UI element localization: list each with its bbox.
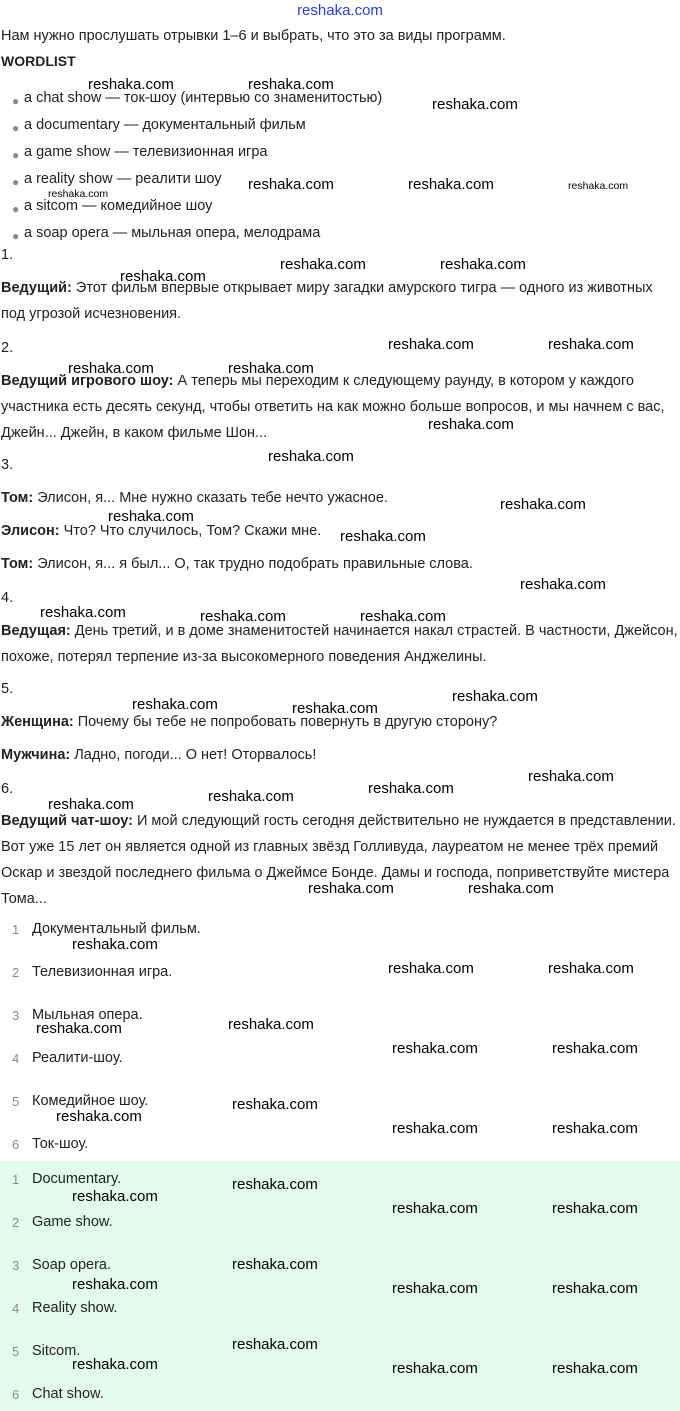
site-link[interactable]: reshaka.com: [297, 2, 383, 19]
speech-text: Почему бы тебе не попробовать повернуть в другую сторону?: [73, 714, 498, 730]
answer-number: 2: [12, 965, 20, 980]
watermark: reshaka.com: [72, 1356, 158, 1373]
wordlist-item: a game show — телевизионная игра: [24, 144, 268, 160]
watermark: reshaka.com: [388, 960, 474, 977]
speech-text: Что? Что случилось, Том? Скажи мне.: [59, 523, 322, 539]
watermark: reshaka.com: [388, 336, 474, 353]
wordlist-item: a chat show — ток-шоу (интервью со знаменитостью): [24, 90, 383, 106]
bullet-icon: ●: [12, 229, 20, 243]
transcript-number: 4.: [1, 590, 14, 606]
bullet-icon: ●: [12, 175, 20, 189]
speech-text: Элисон, я... я был... О, так трудно подобрать правильные слова.: [33, 556, 473, 572]
wordlist-item: a sitcom — комедийное шоу: [24, 198, 213, 214]
watermark: reshaka.com: [440, 256, 526, 273]
watermark: reshaka.com: [528, 768, 614, 785]
speaker-label: Ведущий:: [1, 280, 72, 296]
watermark: reshaka.com: [132, 696, 218, 713]
bullet-icon: ●: [12, 94, 20, 108]
watermark: reshaka.com: [428, 416, 514, 433]
wordlist-title: WORDLIST: [1, 53, 76, 69]
wordlist-item: a documentary — документальный фильм: [24, 117, 306, 133]
watermark: reshaka.com: [548, 960, 634, 977]
watermark: reshaka.com: [228, 1016, 314, 1033]
watermark: reshaka.com: [552, 1120, 638, 1137]
answer-option: Documentary.: [32, 1171, 122, 1187]
transcript-line: [1, 742, 679, 768]
speaker-label: Элисон:: [1, 523, 60, 539]
watermark: reshaka.com: [68, 360, 154, 377]
speech-text: Этот фильм впервые открывает миру загадки амурского тигра — одного из животных под угрозой исчезновения.: [1, 280, 653, 322]
speech-text: А теперь мы переходим к следующему раунду, в котором у каждого участника есть десять секунд, чтобы ответить на как можно больше вопросов, и мы начнем с вас, Джейн... Джейн, в каком фильме Шон...: [1, 373, 665, 441]
answer-option: Game show.: [32, 1214, 113, 1230]
watermark: reshaka.com: [360, 608, 446, 625]
speech-text: Ладно, погоди... О нет! Оторвалось!: [70, 747, 317, 763]
transcript-number: 1.: [1, 247, 14, 263]
answer-option: Телевизионная игра.: [32, 964, 173, 980]
bullet-icon: ●: [12, 148, 20, 162]
watermark: reshaka.com: [72, 1276, 158, 1293]
answer-option: Reality show.: [32, 1300, 118, 1316]
watermark: reshaka.com: [432, 96, 518, 113]
watermark: reshaka.com: [552, 1200, 638, 1217]
answer-number: 5: [12, 1094, 20, 1109]
transcript-line: [1, 551, 679, 577]
answer-number: 3: [12, 1008, 20, 1023]
answer-number: 2: [12, 1215, 20, 1230]
intro-text: Нам нужно прослушать отрывки 1–6 и выбрать, что это за виды программ.: [1, 28, 506, 44]
watermark: reshaka.com: [48, 796, 134, 813]
watermark: reshaka.com: [232, 1176, 318, 1193]
speech-text: И мой следующий гость сегодня действительно не нуждается в представлении. Вот уже 15 лет он является одной из главных звёзд Голливуда, лауреатом не менее трёх премий Оскар и звездой последнего фильма о Джеймсе Бонде. Дамы и господа, поприветствуйте мистера Тома...: [1, 813, 676, 907]
speaker-label: Том:: [1, 490, 34, 506]
speaker-label: Ведущий чат-шоу:: [1, 813, 133, 829]
answer-number: 5: [12, 1344, 20, 1359]
watermark: reshaka.com: [200, 608, 286, 625]
answer-number: 4: [12, 1051, 20, 1066]
watermark: reshaka.com: [340, 528, 426, 545]
transcript-number: 6.: [1, 781, 14, 797]
watermark: reshaka.com: [392, 1120, 478, 1137]
watermark: reshaka.com: [392, 1280, 478, 1297]
answer-option: Комедийное шоу.: [32, 1093, 149, 1109]
watermark: reshaka.com: [228, 360, 314, 377]
answer-number: 6: [12, 1387, 20, 1402]
transcript-number: 3.: [1, 457, 14, 473]
watermark: reshaka.com: [392, 1040, 478, 1057]
watermark: reshaka.com: [36, 1020, 122, 1037]
watermark: reshaka.com: [468, 880, 554, 897]
watermark: reshaka.com: [40, 604, 126, 621]
transcript-line: [1, 368, 679, 446]
speaker-label: Мужчина:: [1, 747, 71, 763]
watermark: reshaka.com: [500, 496, 586, 513]
answer-number: 3: [12, 1258, 20, 1273]
answer-number: 4: [12, 1301, 20, 1316]
watermark: reshaka.com: [248, 76, 334, 93]
watermark: reshaka.com: [368, 780, 454, 797]
watermark: reshaka.com: [408, 176, 494, 193]
answer-option: Ток-шоу.: [32, 1136, 89, 1152]
watermark: reshaka.com: [552, 1360, 638, 1377]
watermark: reshaka.com: [232, 1256, 318, 1273]
watermark: reshaka.com: [120, 268, 206, 285]
watermark: reshaka.com: [268, 448, 354, 465]
watermark: reshaka.com: [292, 700, 378, 717]
watermark: reshaka.com: [392, 1360, 478, 1377]
answer-option: Soap opera.: [32, 1257, 112, 1273]
wordlist-item: a soap opera — мыльная опера, мелодрама: [24, 225, 321, 241]
answer-option: Мыльная опера.: [32, 1007, 143, 1023]
watermark: reshaka.com: [108, 508, 194, 525]
watermark: reshaka.com: [280, 256, 366, 273]
answer-number: 1: [12, 1172, 20, 1187]
bullet-icon: ●: [12, 202, 20, 216]
watermark: reshaka.com: [88, 76, 174, 93]
watermark: reshaka.com: [208, 788, 294, 805]
speech-text: Элисон, я... Мне нужно сказать тебе нечто ужасное.: [33, 490, 388, 506]
bullet-icon: ●: [12, 121, 20, 135]
watermark: reshaka.com: [72, 1188, 158, 1205]
watermark: reshaka.com: [232, 1096, 318, 1113]
watermark: reshaka.com: [48, 188, 109, 200]
watermark: reshaka.com: [308, 880, 394, 897]
watermark: reshaka.com: [568, 180, 629, 192]
answer-option: Sitcom.: [32, 1343, 81, 1359]
transcript-number: 2.: [1, 340, 14, 356]
speaker-label: Ведущий игрового шоу:: [1, 373, 174, 389]
watermark: reshaka.com: [552, 1040, 638, 1057]
transcript-number: 5.: [1, 681, 14, 697]
watermark: reshaka.com: [520, 576, 606, 593]
watermark: reshaka.com: [552, 1280, 638, 1297]
watermark: reshaka.com: [232, 1336, 318, 1353]
watermark: reshaka.com: [392, 1200, 478, 1217]
watermark: reshaka.com: [248, 176, 334, 193]
answer-option: Chat show.: [32, 1386, 104, 1402]
answer-option: Документальный фильм.: [32, 921, 201, 937]
answer-number: 1: [12, 922, 20, 937]
watermark: reshaka.com: [72, 936, 158, 953]
answer-option: Реалити-шоу.: [32, 1050, 123, 1066]
speaker-label: Женщина:: [1, 714, 74, 730]
watermark: reshaka.com: [548, 336, 634, 353]
speaker-label: Том:: [1, 556, 34, 572]
transcript-line: [1, 275, 679, 327]
speaker-label: Ведущая:: [1, 623, 71, 639]
transcript-line: [1, 618, 679, 670]
speech-text: День третий, и в доме знаменитостей начинается накал страстей. В частности, Джейсон, похоже, потерял терпение из-за высокомерного поведения Анджелины.: [1, 623, 678, 665]
watermark: reshaka.com: [56, 1108, 142, 1125]
wordlist-item: a reality show — реалити шоу: [24, 171, 222, 187]
answer-number: 6: [12, 1137, 20, 1152]
watermark: reshaka.com: [452, 688, 538, 705]
